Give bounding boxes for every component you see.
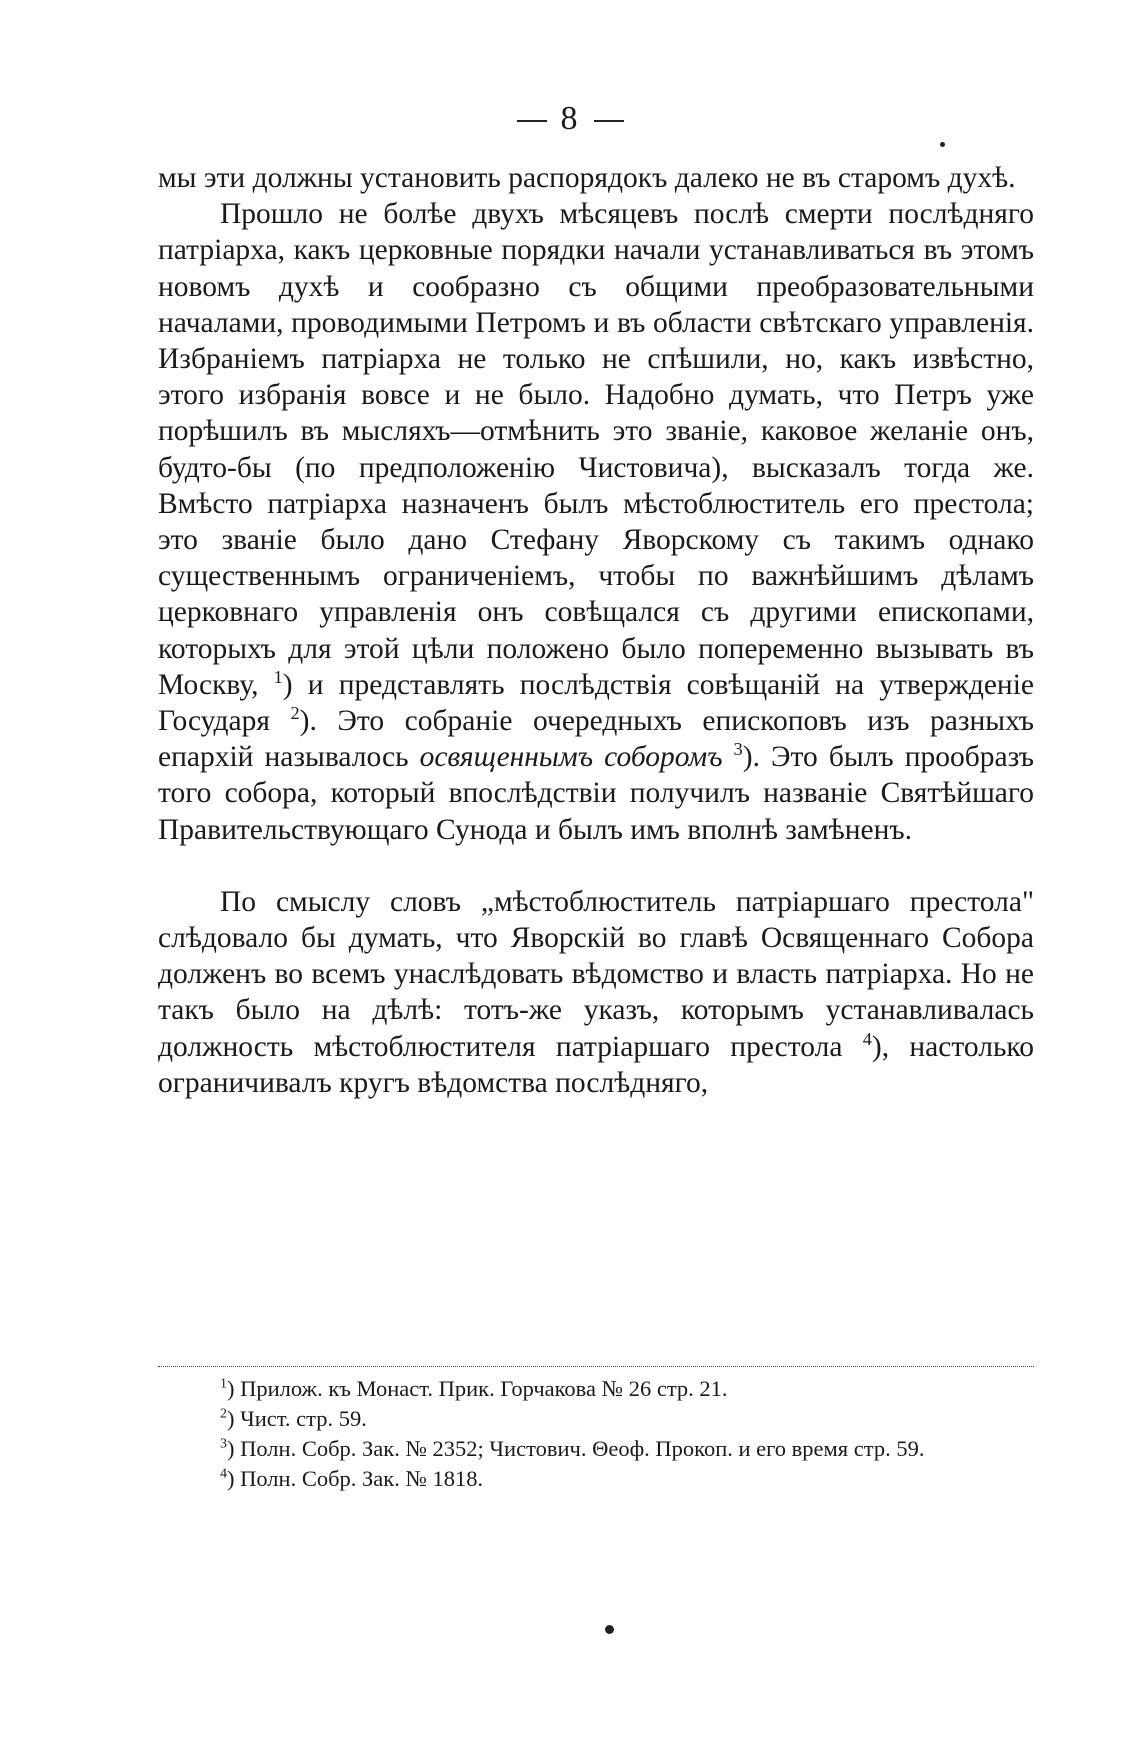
paragraph-2-text-cont-3: . Это былъ прообразъ того собора, который впослѣдствіи получилъ названіе Святѣйшаго Правительствующаго Сунода и былъ имъ вполнѣ замѣненъ.	[158, 741, 1035, 846]
footnote-ref-4: 4	[862, 1028, 872, 1049]
body-text	[158, 160, 1034, 1101]
page-number-value: 8	[560, 100, 580, 137]
paragraph-3-text: По смыслу словъ „мѣстоблюститель патріаршаго престола" слѣдовало бы думать, что Яворскій во главѣ Освященнаго Собора долженъ во всемъ унаслѣдовать вѣдомство и власть патріарха. Но не такъ было на дѣлѣ: тотъ-же указъ, которымъ устанавливалась должность мѣстоблюстителя патріаршаго престола	[158, 885, 1034, 1063]
footnote-2-text: Чист. стр. 59.	[240, 1406, 367, 1431]
footnote-ref-2: 2	[290, 703, 300, 724]
footnote-1: $^1$) Прилож. къ Монаст. Прик. Горчакова № 26 стр. 21.	[220, 1376, 728, 1401]
footnote-2: $^2$) Чист. стр. 59.	[220, 1406, 367, 1431]
footnote-4-text: Полн. Собр. Зак. № 1818.	[240, 1466, 484, 1491]
footnotes	[158, 1374, 1034, 1494]
paragraph-gap	[158, 848, 1034, 884]
footnote-separator	[158, 1366, 1034, 1367]
footnote-3-text: Полн. Собр. Зак. № 2352; Чистович. Θеоф. Прокоп. и его время стр. 59.	[240, 1436, 925, 1461]
paragraph-3-text-cont: , настолько ограничивалъ кругъ вѣдомства послѣдняго,	[158, 1030, 1034, 1099]
paragraph-3: По смыслу словъ „мѣстоблюститель патріаршаго престола" слѣдовало бы думать, что Яворскій во главѣ Освященнаго Собора долженъ во всемъ унаслѣдовать вѣдомство и власть патріарха. Но не такъ было на дѣлѣ: тотъ-же указъ, которымъ устанавливалась должность мѣстоблюстителя патріаршаго престола $^4$), настолько ограничивалъ кругъ вѣдомства послѣдняго,	[158, 885, 1034, 1099]
footnote-4: $^4$) Полн. Собр. Зак. № 1818.	[220, 1466, 484, 1491]
paragraph-2-text: Прошло не болѣе двухъ мѣсяцевъ послѣ смерти послѣдняго патріарха, какъ церковные порядки начали устанавливаться въ этомъ новомъ духѣ и сообразно съ общими преобразовательными началами, проводимыми Петромъ и въ области свѣтскаго управленія. Избраніемъ патріарха не только не спѣшили, но, какъ извѣстно, этого избранія вовсе и не было. Надобно думать, что Петръ уже порѣшилъ въ мысляхъ—отмѣнить это званіе, каковое желаніе онъ, будто-бы (по предположенію Чистовича), высказалъ тогда же. Вмѣсто патріарха назначенъ былъ мѣстоблюститель его престола; это званіе было дано Стефану Яворскому съ такимъ однако существеннымъ ограниченіемъ, чтобы по важнѣйшимъ дѣламъ церковнаго управленія онъ совѣщался съ другими епископами, которыхъ для этой цѣли положено было попеременно вызывать въ Москву,	[158, 198, 1034, 701]
print-speck	[940, 142, 945, 147]
paragraph-2: Прошло не болѣе двухъ мѣсяцевъ послѣ смерти послѣдняго патріарха, какъ церковные порядки начали устанавливаться въ этомъ новомъ духѣ и сообразно съ общими преобразовательными началами, проводимыми Петромъ и въ области свѣтскаго управленія. Избраніемъ патріарха не только не спѣшили, но, какъ извѣстно, этого избранія вовсе и не было. Надобно думать, что Петръ уже порѣшилъ въ мысляхъ—отмѣнить это званіе, каковое желаніе онъ, будто-бы (по предположенію Чистовича), высказалъ тогда же. Вмѣсто патріарха назначенъ былъ мѣстоблюститель его престола; это званіе было дано Стефану Яворскому съ такимъ однако существеннымъ ограниченіемъ, чтобы по важнѣйшимъ дѣламъ церковнаго управленія онъ совѣщался съ другими епископами, которыхъ для этой цѣли положено было попеременно вызывать въ Москву, $^1$) и представлять послѣдствія совѣщаній на утвержденіе Государя $^2$). Это собраніе очередныхъ епископовъ изъ разныхъ епархій называлось освященнымъ соборомъ $^3$). Это былъ прообразъ того собора, который впослѣдствіи получилъ названіе Святѣйшаго Правительствующаго Сунода и былъ имъ вполнѣ замѣненъ.	[158, 198, 1035, 846]
paragraph-2-text-cont-1: и представлять послѣдствія совѣщаній на утвержденіе Государя	[158, 668, 1035, 738]
paragraph-1: мы эти должны установить распорядокъ далеко не въ старомъ духѣ.	[158, 162, 1016, 194]
footnote-ref-3: 3	[733, 739, 743, 760]
footnote-3-mark: 3	[220, 1436, 227, 1452]
paragraph-2-text-cont-2: . Это собраніе очередныхъ епископовъ изъ разныхъ епархій называлось	[158, 705, 1035, 774]
footnote-1-text: Прилож. къ Монаст. Прик. Горчакова № 26 стр. 21.	[240, 1376, 728, 1401]
footnote-4-mark: 4	[220, 1466, 227, 1482]
footnote-ref-1: 1	[273, 667, 283, 688]
footnote-2-mark: 2	[220, 1406, 227, 1422]
page-number-dash-left	[517, 120, 547, 122]
italic-term: освященнымъ соборомъ	[419, 741, 723, 774]
footnote-3: $^3$) Полн. Собр. Зак. № 2352; Чистович. Θеоф. Прокоп. и его время стр. 59.	[220, 1436, 925, 1461]
page-number	[0, 100, 1140, 138]
footnote-1-mark: 1	[220, 1376, 227, 1392]
print-speck	[605, 1625, 614, 1634]
page-number-dash-right	[594, 120, 624, 122]
